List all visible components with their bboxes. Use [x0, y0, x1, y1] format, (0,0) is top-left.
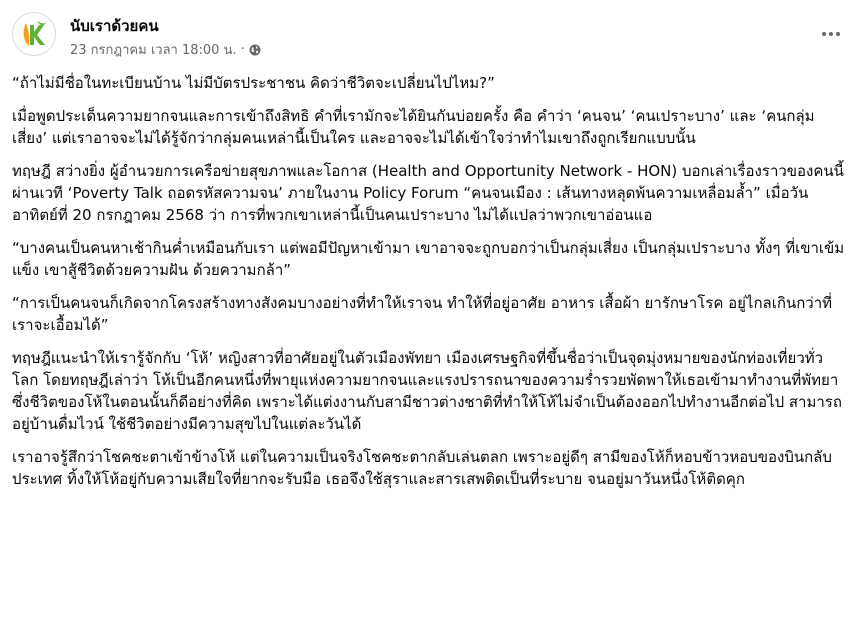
post-paragraph: “การเป็นคนจนก็เกิดจากโครงสร้างทางสังคมบางอย่างที่ทำให้เราจน ทำให้ที่อยู่อาศัย อาหาร เสื้อผ้า ยารักษาโรค อยู่ไกลเกินกว่าที่เราจะเอื้อมได้” — [12, 294, 833, 334]
more-options-button[interactable] — [813, 16, 849, 52]
globe-icon[interactable] — [249, 44, 261, 56]
post-paragraph: เมื่อพูดประเด็นความยากจนและการเข้าถึงสิทธิ คำที่เรามักจะได้ยินกันบ่อยครั้ง คือ คำว่า ‘คนจน’ ‘คนเปราะบาง’ และ ‘คนกลุ่มเสี่ยง’ แต่เราอาจจะไม่ได้รู้จักว่ากลุ่มคนเหล่านี้เป็นใคร และอาจจะไม่ได้เข้าใจว่าทำไมเขาถึงถูกเรียกแบบนั้น — [12, 107, 815, 147]
post-header — [12, 12, 849, 62]
post-timestamp[interactable]: 23 กรกฎาคม เวลา 18:00 น. — [70, 43, 237, 58]
more-horizontal-icon — [822, 32, 840, 36]
post-body — [12, 72, 849, 501]
page-avatar[interactable] — [12, 12, 56, 56]
page-name-link[interactable]: นับเราด้วยคน — [70, 17, 159, 35]
nubraoduaykon-logo-icon — [13, 13, 55, 55]
post-paragraph: เราอาจรู้สึกว่าโชคชะตาเข้าข้างโห้ แต่ในความเป็นจริงโชคชะตากลับเล่นตลก เพราะอยู่ดีๆ สามีของโห้ก็หอบข้าวหอบของบินกลับประเทศ ทิ้งให้โห้อยู่กับความเสียใจที่ยากจะรับมือ เธอจึงใช้สุราและสารเสพติดเป็นที่ระบาย จนอยู่มาวันหนึ่งโห้ติดคุก — [12, 448, 832, 488]
post-paragraph: ทฤษฎีแนะนำให้เรารู้จักกับ ‘โห้’ หญิงสาวที่อาศัยอยู่ในตัวเมืองพัทยา เมืองเศรษฐกิจที่ขึ้นชื่อว่าเป็นจุดมุ่งหมายของนักท่องเที่ยวทั่วโลก โดยทฤษฎีเล่าว่า โห้เป็นอีกคนหนึ่งที่พายุแห่งความยากจนและแรงปรารถนาของความร่ำรวยพัดพาให้เธอเข้ามาทำงานที่พัทยา ซึ่งชีวิตของโห้ในตอนนั้นก็ดีอย่างที่คิด เพราะได้แต่งงานกับสามีชาวต่างชาติที่ทำให้โห้ไม่จำเป็นต้องออกไปทำงานอีกต่อไป สามารถอยู่บ้านดื่มไวน์ ใช้ชีวิตอย่างมีความสุขไปในแต่ละวันได้ — [12, 349, 842, 433]
post-paragraph: “บางคนเป็นคนหาเช้ากินค่ำเหมือนกับเรา แต่พอมีปัญหาเข้ามา เขาอาจจะถูกบอกว่าเป็นกลุ่มเสี่ยง เป็นกลุ่มเปราะบาง ทั้งๆ ที่เขาเข้มแข็ง เขาสู้ชีวิตด้วยความฝัน ด้วยความกล้า” — [12, 239, 845, 279]
post-paragraph: ทฤษฎี สว่างยิ่ง ผู้อำนวยการเครือข่ายสุขภาพและโอกาส (Health and Opportunity Network - HON) บอกเล่าเรื่องราวของคนนี้ผ่านเวที ‘Poverty Talk ถอดรหัสความจน’ ภายในงาน Policy Forum “คนจนเมือง : เส้นทางหลุดพ้นความเหลื่อมล้ำ” เมื่อวันอาทิตย์ที่ 20 กรกฎาคม 2568 ว่า การที่พวกเขาเหล่านี้เป็นคนเปราะบาง ไม่ได้แปลว่าพวกเขาอ่อนแอ — [12, 162, 844, 224]
post-paragraph: “ถ้าไม่มีชื่อในทะเบียนบ้าน ไม่มีบัตรประชาชน คิดว่าชีวิตจะเปลี่ยนไปไหม?” — [12, 74, 495, 92]
meta-separator: · — [240, 42, 245, 57]
post-meta — [70, 39, 261, 60]
